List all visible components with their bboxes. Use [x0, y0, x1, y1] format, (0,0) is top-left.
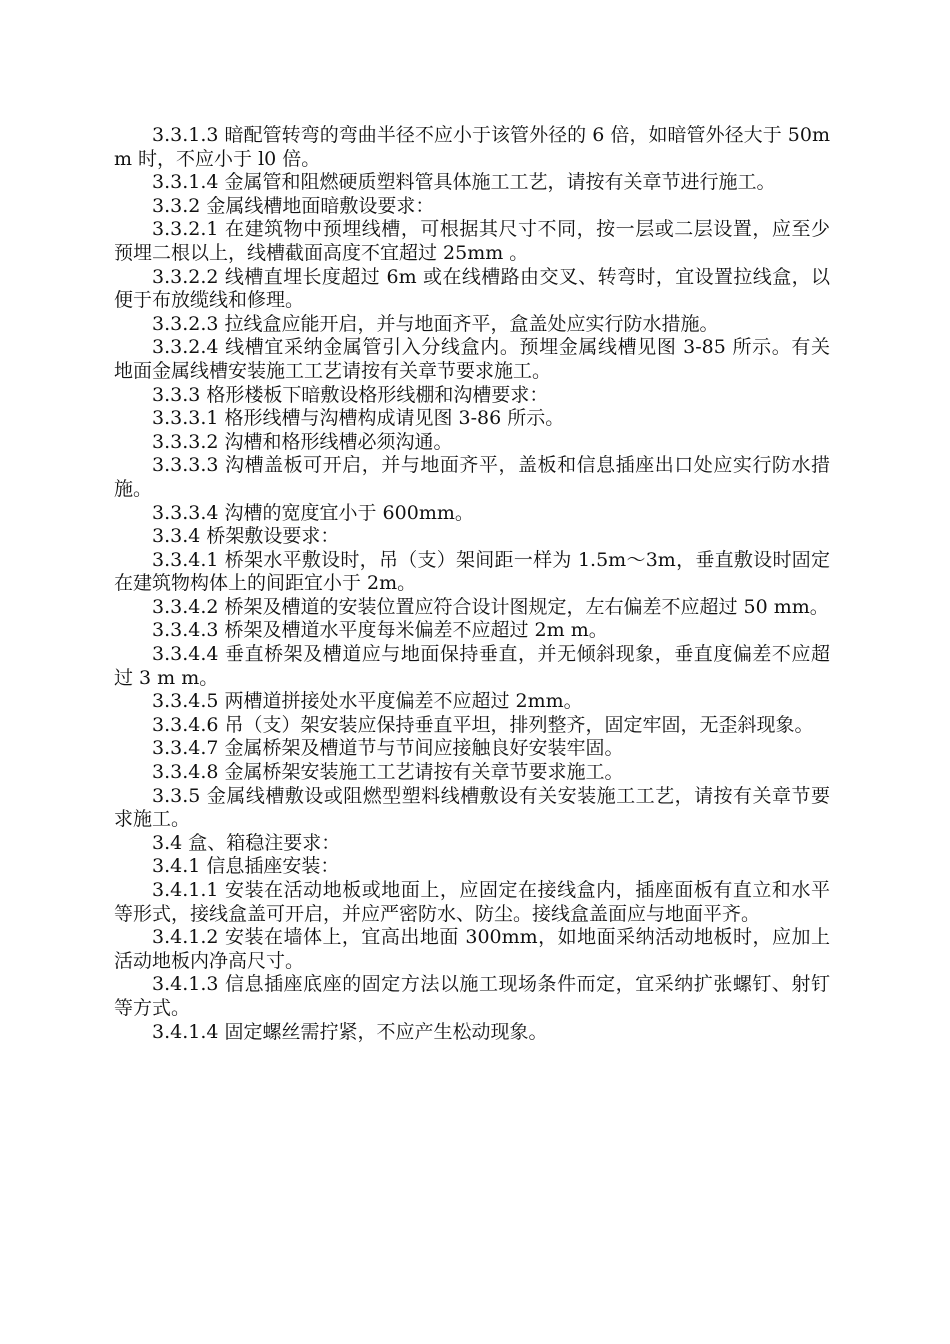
paragraph-3-4-1-3: 3.4.1.3 信息插座底座的固定方法以施工现场条件而定，宜采纳扩张螺钉、射钉等方式。 — [114, 973, 830, 1019]
paragraph-3-3-4-4: 3.3.4.4 垂直桥架及槽道应与地面保持垂直，并无倾斜现象，垂直度偏差不应超过 3 m m。 — [114, 643, 830, 689]
heading-3-4: 3.4 盒、箱稳注要求： — [152, 831, 341, 854]
heading-3-3-2: 3.3.2 金属线槽地面暗敷设要求： — [152, 194, 435, 217]
paragraph-3-3-3-3: 3.3.3.3 沟槽盖板可开启，并与地面齐平，盖板和信息插座出口处应实行防水措施。 — [114, 454, 830, 500]
heading-3-3-3: 3.3.3 格形楼板下暗敷设格形线棚和沟槽要求： — [152, 383, 549, 406]
paragraph-3-4-1-1: 3.4.1.1 安装在活动地板或地面上，应固定在接线盒内，插座面板有直立和水平等形式，接线盒盖可开启，并应严密防水、防尘。接线盒盖面应与地面平齐。 — [114, 879, 830, 925]
paragraph-3-3-4-7: 3.3.4.7 金属桥架及槽道节与节间应接触良好安装牢固。 — [152, 737, 624, 760]
paragraph-3-3-4-3: 3.3.4.3 桥架及槽道水平度每米偏差不应超过 2m m。 — [152, 619, 608, 642]
paragraph-3-3-2-1: 3.3.2.1 在建筑物中预埋线槽，可根据其尺寸不同，按一层或二层设置，应至少预埋二根以上，线槽截面高度不宜超过 25mm 。 — [114, 218, 830, 264]
paragraph-3-3-4-1: 3.3.4.1 桥架水平敷设时，吊（支）架间距一样为 1.5m～3m，垂直敷设时固定在建筑物构体上的间距宜小于 2m。 — [114, 548, 830, 595]
paragraph-3-3-1-3: 3.3.1.3 暗配管转弯的弯曲半径不应小于该管外径的 6 倍，如暗管外径大于 50mm 时，不应小于 l0 倍。 — [114, 124, 830, 170]
paragraph-3-4-1-2: 3.4.1.2 安装在墙体上，宜高出地面 300mm，如地面采纳活动地板时，应加上活动地板内净高尺寸。 — [114, 926, 830, 972]
paragraph-3-3-4-8: 3.3.4.8 金属桥架安装施工工艺请按有关章节要求施工。 — [152, 761, 624, 784]
paragraph-3-3-2-4: 3.3.2.4 线槽宜采纳金属管引入分线盒内。预埋金属线槽见图 3-85 所示。有关地面金属线槽安装施工工艺请按有关章节要求施工。 — [114, 336, 830, 382]
heading-3-4-1: 3.4.1 信息插座安装： — [152, 855, 340, 878]
paragraph-3-3-4-5: 3.3.4.5 两槽道拼接处水平度偏差不应超过 2mm。 — [152, 690, 583, 713]
document-page — [114, 124, 830, 1044]
paragraph-3-3-2-2: 3.3.2.2 线槽直埋长度超过 6m 或在线槽路由交叉、转弯时，宜设置拉线盒，以便于布放缆线和修理。 — [114, 265, 830, 312]
paragraph-3-3-3-4: 3.3.3.4 沟槽的宽度宜小于 600mm。 — [152, 501, 474, 524]
paragraph-3-4-1-4: 3.4.1.4 固定螺丝需拧紧，不应产生松动现象。 — [152, 1020, 548, 1043]
heading-3-3-4: 3.3.4 桥架敷设要求： — [152, 525, 340, 548]
paragraph-3-3-5: 3.3.5 金属线槽敷设或阻燃型塑料线槽敷设有关安装施工工艺，请按有关章节要求施工。 — [114, 784, 830, 831]
paragraph-3-3-4-2: 3.3.4.2 桥架及槽道的安装位置应符合设计图规定，左右偏差不应超过 50 mm。 — [152, 595, 829, 618]
paragraph-3-3-4-6: 3.3.4.6 吊（支）架安装应保持垂直平坦，排列整齐，固定牢固，无歪斜现象。 — [152, 713, 814, 736]
paragraph-3-3-3-1: 3.3.3.1 格形线槽与沟槽构成请见图 3-86 所示。 — [152, 407, 565, 430]
paragraph-3-3-3-2: 3.3.3.2 沟槽和格形线槽必须沟通。 — [152, 430, 453, 453]
paragraph-3-3-1-4: 3.3.1.4 金属管和阻燃硬质塑料管具体施工工艺，请按有关章节进行施工。 — [152, 171, 776, 194]
paragraph-3-3-2-3: 3.3.2.3 拉线盒应能开启，并与地面齐平，盒盖处应实行防水措施。 — [152, 312, 719, 335]
